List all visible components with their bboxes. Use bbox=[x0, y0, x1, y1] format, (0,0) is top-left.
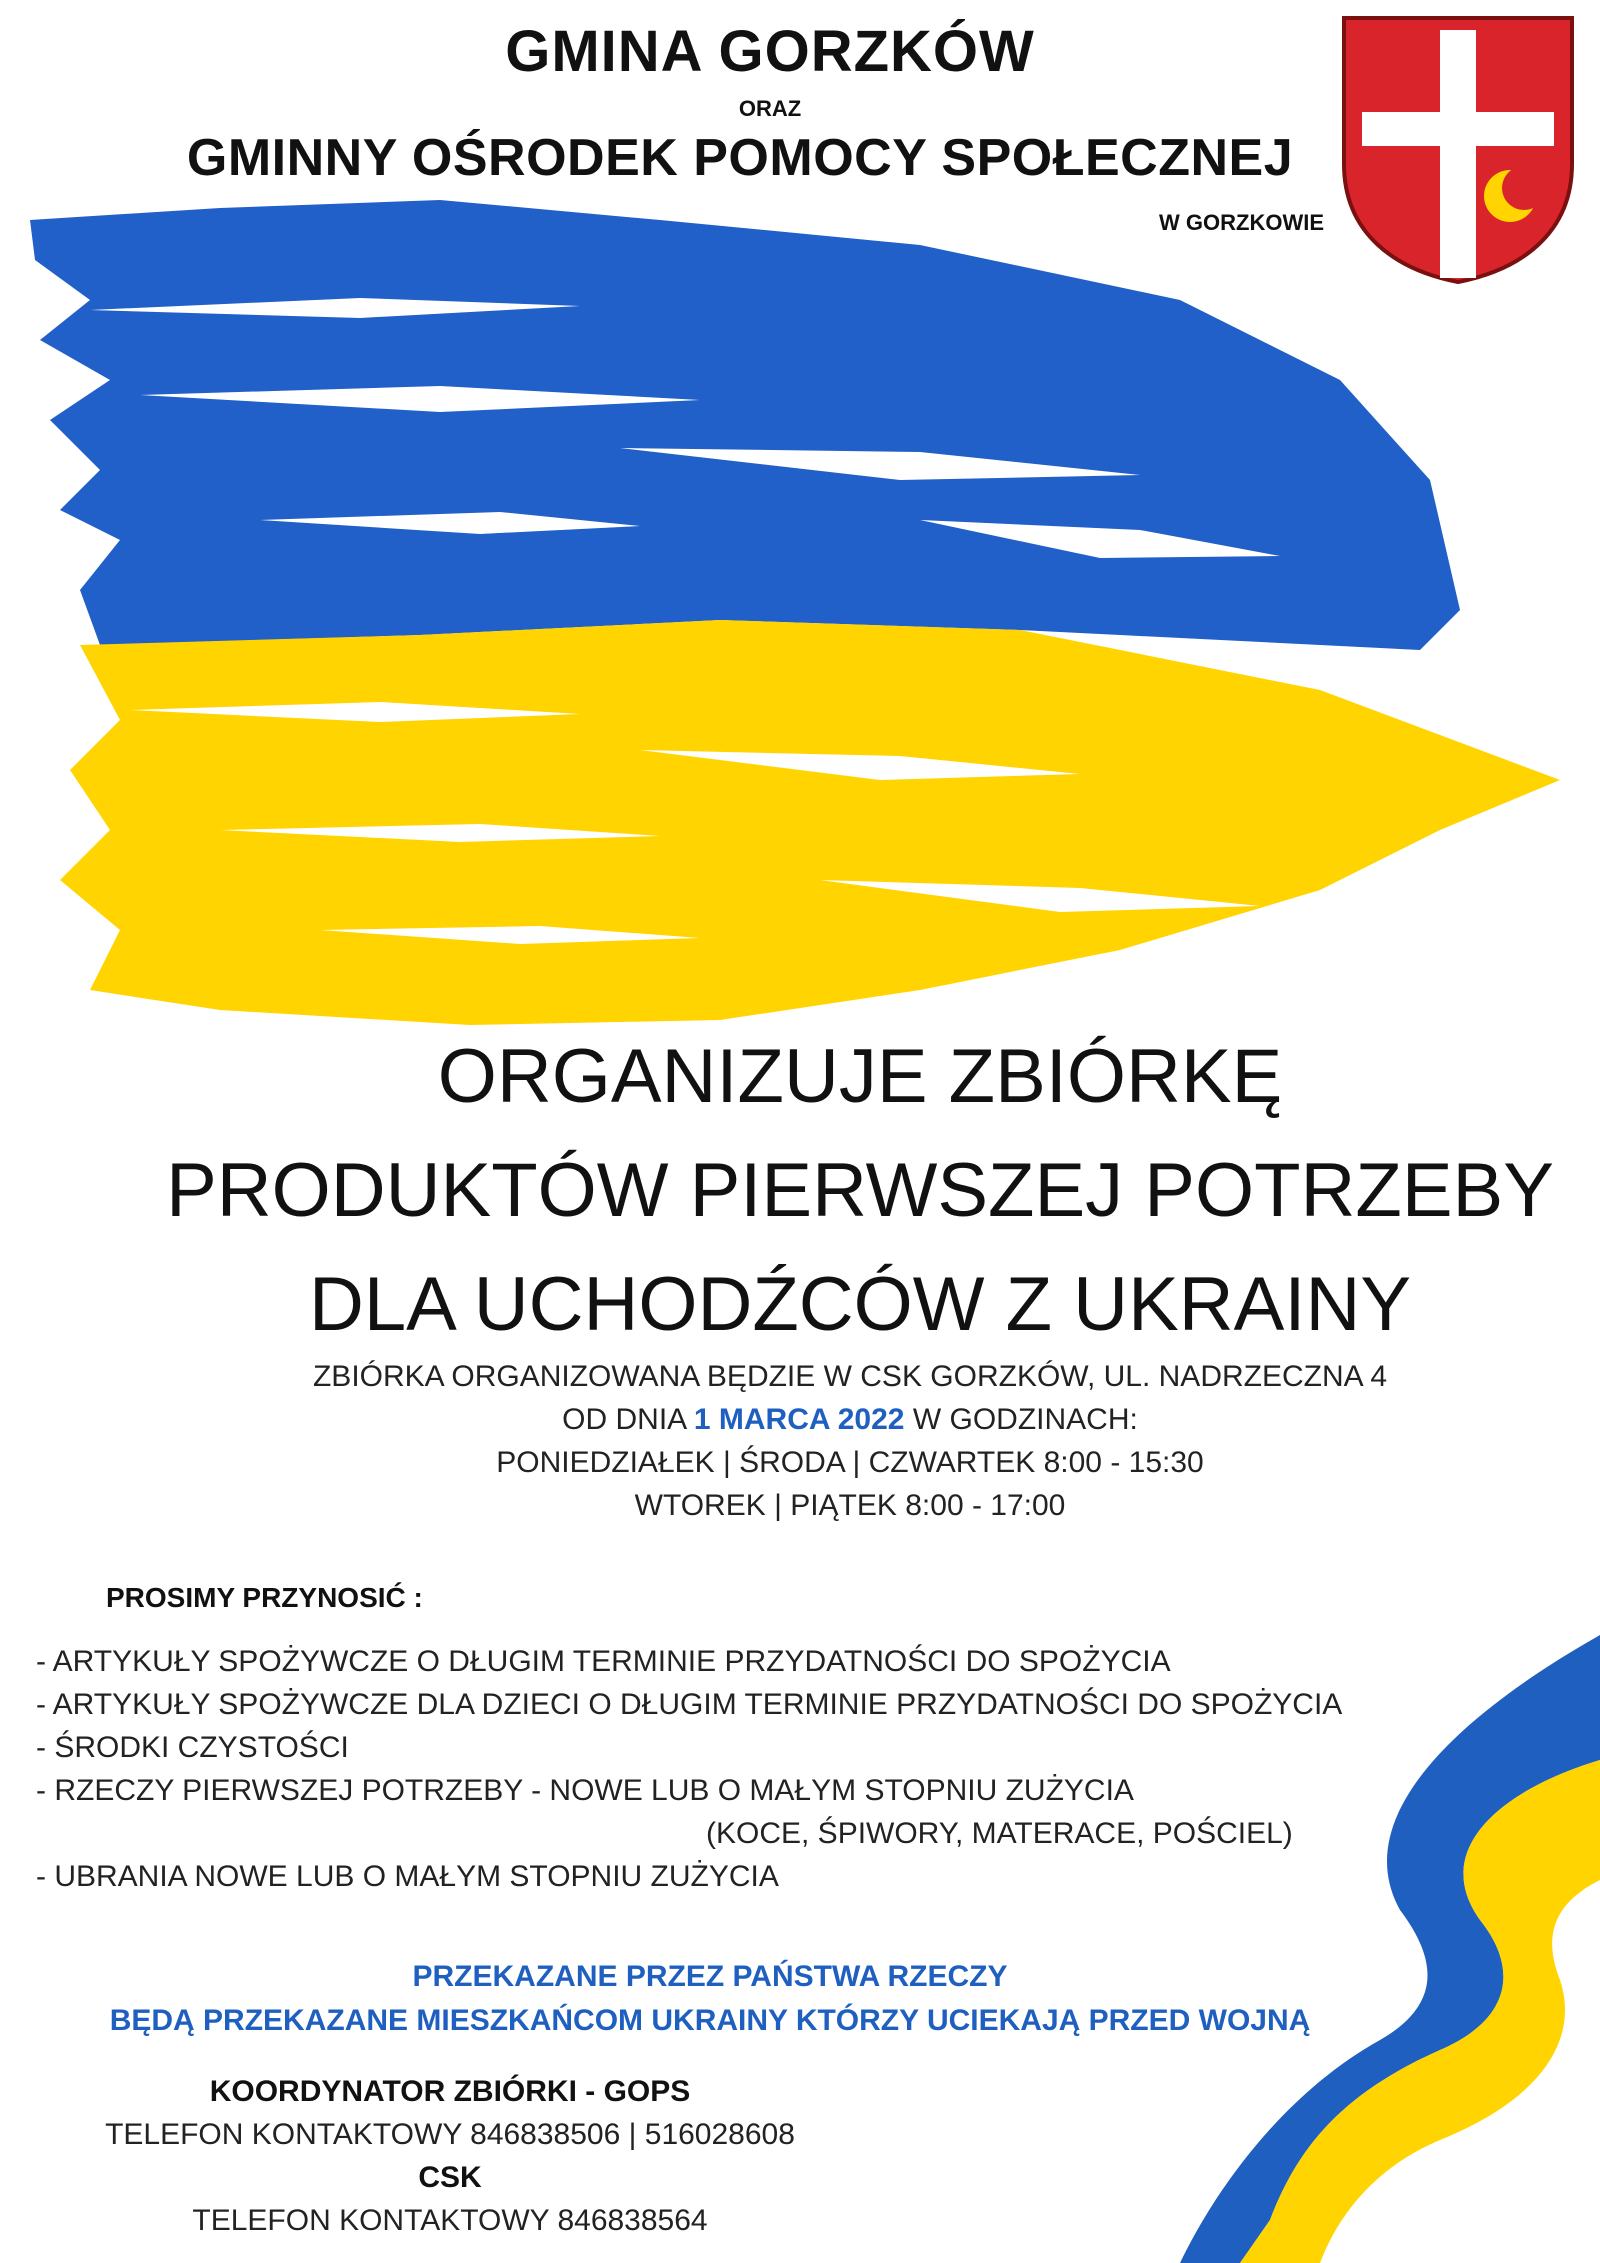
date-line bbox=[200, 1398, 1500, 1441]
list-item-detail: (KOCE, ŚPIWORY, MATERACE, POŚCIEL) bbox=[706, 1817, 1293, 1850]
message-line-1: PRZEKAZANE PRZEZ PAŃSTWA RZECZY bbox=[412, 1960, 1008, 1993]
header-gops: GMINNY OŚRODEK POMOCY SPOŁECZNEJ bbox=[186, 129, 1294, 187]
donation-message bbox=[0, 1955, 1420, 2043]
ukraine-flag-icon bbox=[20, 190, 1580, 1050]
title-line-3: DLA UCHODŹCÓW Z UKRAINY bbox=[308, 1262, 1412, 1347]
hours-line-2: WTOREK | PIĄTEK 8:00 - 17:00 bbox=[634, 1489, 1066, 1522]
list-item: - ARTYKUŁY SPOŻYWCZE O DŁUGIM TERMINIE PRZYDATNOŚCI DO SPOŻYCIA bbox=[36, 1645, 1171, 1678]
list-item: - RZECZY PIERWSZEJ POTRZEBY - NOWE LUB O MAŁYM STOPNIU ZUŻYCIA bbox=[36, 1774, 1134, 1807]
title-line-1: ORGANIZUJE ZBIÓRKĘ bbox=[437, 1034, 1283, 1119]
collection-info bbox=[200, 1355, 1500, 1527]
csk-phone: TELEFON KONTAKTOWY 846838564 bbox=[192, 2204, 708, 2237]
main-title bbox=[40, 1020, 1600, 1362]
message-line-2: BĘDĄ PRZEKAZANE MIESZKAŃCOM UKRAINY KTÓRZY UCIEKAJĄ PRZED WOJNĄ bbox=[109, 2004, 1311, 2037]
contacts bbox=[40, 2070, 860, 2242]
list-item: - ŚRODKI CZYSTOŚCI bbox=[36, 1731, 349, 1764]
date-value: 1 MARCA 2022 bbox=[693, 1403, 905, 1436]
location-line: ZBIÓRKA ORGANIZOWANA BĘDZIE W CSK GORZKÓW, UL. NADRZECZNA 4 bbox=[312, 1360, 1388, 1393]
request-heading: PROSIMY PRZYNOSIĆ : bbox=[106, 1582, 423, 1613]
list-item: - ARTYKUŁY SPOŻYWCZE DLA DZIECI O DŁUGIM TERMINIE PRZYDATNOŚCI DO SPOŻYCIA bbox=[36, 1688, 1343, 1721]
header-gmina: GMINA GORZKÓW bbox=[505, 19, 1035, 84]
header-w-gorzkowie: W GORZKOWIE bbox=[1159, 210, 1324, 235]
csk-label: CSK bbox=[418, 2161, 482, 2194]
list-item: - UBRANIA NOWE LUB O MAŁYM STOPNIU ZUŻYCIA bbox=[36, 1860, 779, 1893]
header-oraz: ORAZ bbox=[738, 96, 802, 121]
hours-line-1: PONIEDZIAŁEK | ŚRODA | CZWARTEK 8:00 - 15:30 bbox=[496, 1446, 1204, 1479]
title-line-2: PRODUKTÓW PIERWSZEJ POTRZEBY bbox=[166, 1148, 1554, 1233]
request-list bbox=[36, 1640, 1342, 1898]
coordinator-phone: TELEFON KONTAKTOWY 846838506 | 516028608 bbox=[105, 2118, 795, 2151]
date-suffix: W GODZINACH: bbox=[912, 1403, 1138, 1436]
date-prefix: OD DNIA bbox=[562, 1403, 686, 1436]
coordinator-label: KOORDYNATOR ZBIÓRKI - GOPS bbox=[209, 2075, 691, 2108]
